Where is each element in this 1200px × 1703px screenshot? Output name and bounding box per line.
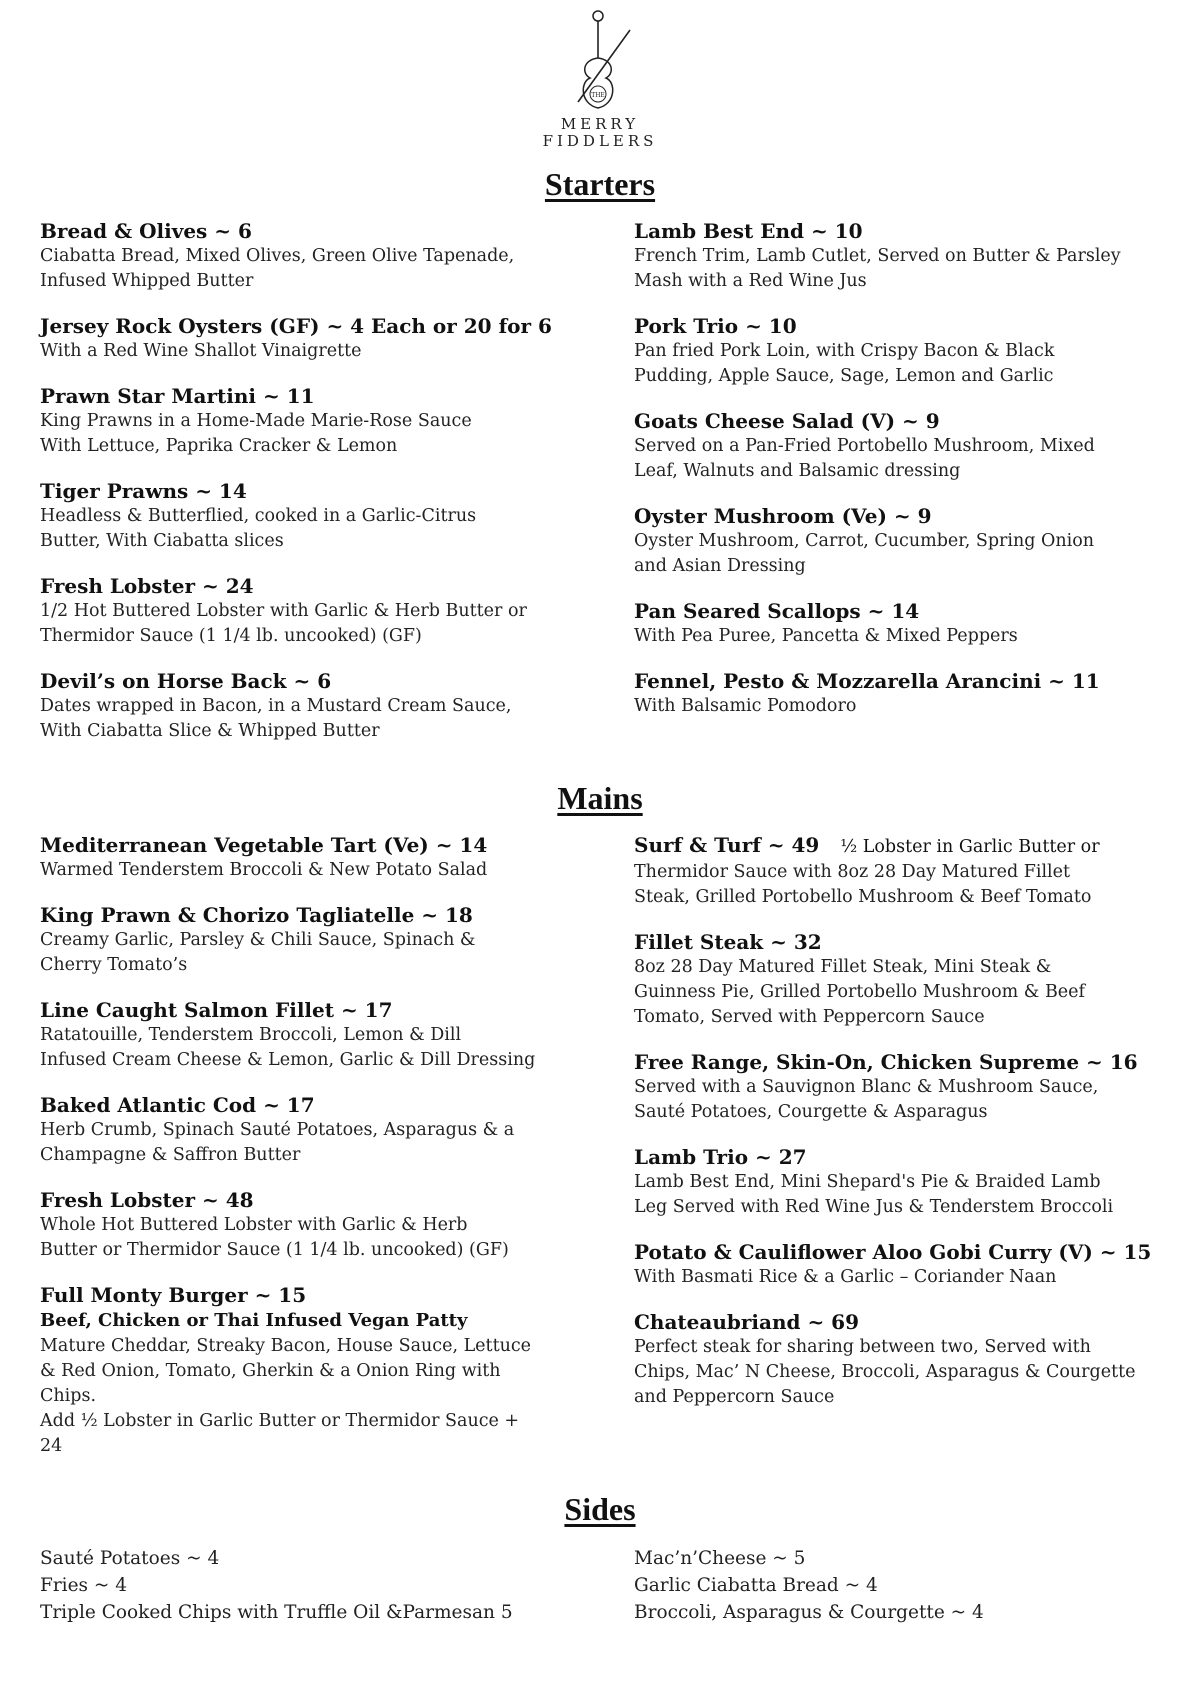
item-name: Full Monty Burger ~ 15 <box>40 1283 307 1307</box>
item-desc-line: Sauté Potatoes, Courgette & Asparagus <box>634 1102 988 1122</box>
starters-right-column <box>634 218 1174 738</box>
side-item: Fries ~ 4 <box>40 1575 128 1596</box>
menu-item <box>634 408 1174 484</box>
item-desc-line: Served on a Pan-Fried Portobello Mushroom, Mixed <box>634 436 1095 456</box>
item-desc-line: Perfect steak for sharing between two, Served with <box>634 1337 1091 1357</box>
menu-item <box>634 313 1174 389</box>
item-desc-line: Add ½ Lobster in Garlic Butter or Thermidor Sauce + <box>40 1411 520 1431</box>
item-name: King Prawn & Chorizo Tagliatelle ~ 18 <box>40 903 473 927</box>
menu-item <box>40 668 580 744</box>
item-desc-line: French Trim, Lamb Cutlet, Served on Butter & Parsley <box>634 246 1121 266</box>
item-desc-line: Chips. <box>40 1386 97 1406</box>
logo-line1: MERRY <box>560 115 640 133</box>
fiddle-icon <box>560 8 640 116</box>
item-inline-desc: ½ Lobster in Garlic Butter or <box>840 837 1100 857</box>
item-name: Fresh Lobster ~ 24 <box>40 574 254 598</box>
item-name: Lamb Trio ~ 27 <box>634 1145 807 1169</box>
side-item: Triple Cooked Chips with Truffle Oil &Parmesan 5 <box>40 1602 513 1623</box>
item-desc-line: With Balsamic Pomodoro <box>634 696 857 716</box>
item-name: Fillet Steak ~ 32 <box>634 930 822 954</box>
item-name: Jersey Rock Oysters (GF) ~ 4 Each or 20 for 6 <box>40 314 552 338</box>
item-desc-line: Infused Whipped Butter <box>40 271 254 291</box>
item-desc-line: King Prawns in a Home-Made Marie-Rose Sauce <box>40 411 472 431</box>
logo-line2: FIDDLERS <box>542 132 658 150</box>
mains-heading: Mains <box>557 780 643 816</box>
item-desc-line: Chips, Mac’ N Cheese, Broccoli, Asparagus & Courgette <box>634 1362 1136 1382</box>
starters-left-column <box>40 218 580 763</box>
menu-item <box>40 218 580 294</box>
side-item: Sauté Potatoes ~ 4 <box>40 1548 220 1569</box>
item-desc-line: Oyster Mushroom, Carrot, Cucumber, Spring Onion <box>634 531 1095 551</box>
item-name: Pork Trio ~ 10 <box>634 314 797 338</box>
menu-item <box>40 902 580 978</box>
menu-item <box>634 668 1174 719</box>
item-desc-line: and Peppercorn Sauce <box>634 1387 835 1407</box>
item-desc-line: Ratatouille, Tenderstem Broccoli, Lemon & Dill <box>40 1025 462 1045</box>
menu-item <box>634 1144 1174 1220</box>
item-desc-line: With Pea Puree, Pancetta & Mixed Peppers <box>634 626 1018 646</box>
item-desc-line: With a Red Wine Shallot Vinaigrette <box>40 341 362 361</box>
item-name: Line Caught Salmon Fillet ~ 17 <box>40 998 393 1022</box>
item-desc-line: Infused Cream Cheese & Lemon, Garlic & Dill Dressing <box>40 1050 536 1070</box>
item-desc-line: Pudding, Apple Sauce, Sage, Lemon and Garlic <box>634 366 1054 386</box>
item-desc-line: Leaf, Walnuts and Balsamic dressing <box>634 461 961 481</box>
item-name: Tiger Prawns ~ 14 <box>40 479 247 503</box>
item-desc-line: Lamb Best End, Mini Shepard's Pie & Braided Lamb <box>634 1172 1101 1192</box>
sides-left-column <box>40 1545 580 1626</box>
merry-fiddlers-logo <box>540 8 660 150</box>
side-item: Broccoli, Asparagus & Courgette ~ 4 <box>634 1602 984 1623</box>
item-desc-line: Cherry Tomato’s <box>40 955 188 975</box>
starters-heading: Starters <box>544 166 656 202</box>
sides-right-column <box>634 1545 1174 1626</box>
item-name: Pan Seared Scallops ~ 14 <box>634 599 920 623</box>
item-desc-line: Butter, With Ciabatta slices <box>40 531 284 551</box>
side-item: Garlic Ciabatta Bread ~ 4 <box>634 1575 878 1596</box>
item-desc-line: and Asian Dressing <box>634 556 806 576</box>
item-name: Devil’s on Horse Back ~ 6 <box>40 669 332 693</box>
item-name-row <box>634 832 1174 860</box>
menu-item <box>40 383 580 459</box>
menu-item <box>40 832 580 883</box>
item-name: Oyster Mushroom (Ve) ~ 9 <box>634 504 932 528</box>
item-name: Free Range, Skin-On, Chicken Supreme ~ 16 <box>634 1050 1138 1074</box>
menu-item <box>40 1092 580 1168</box>
item-desc-line: & Red Onion, Tomato, Gherkin & a Onion Ring with <box>40 1361 501 1381</box>
item-name: Surf & Turf ~ 49 <box>634 833 820 857</box>
menu-item <box>634 218 1174 294</box>
menu-item <box>634 832 1174 910</box>
menu-item <box>634 929 1174 1030</box>
item-name: Potato & Cauliflower Aloo Gobi Curry (V) ~ 15 <box>634 1240 1152 1264</box>
item-desc-line: Creamy Garlic, Parsley & Chili Sauce, Spinach & <box>40 930 476 950</box>
menu-item <box>634 1309 1174 1410</box>
item-desc-line: Steak, Grilled Portobello Mushroom & Beef Tomato <box>634 887 1092 907</box>
mains-right-column <box>634 832 1174 1429</box>
menu-item <box>40 1282 580 1459</box>
item-desc-line: Ciabatta Bread, Mixed Olives, Green Olive Tapenade, <box>40 246 515 266</box>
item-name: Mediterranean Vegetable Tart (Ve) ~ 14 <box>40 833 488 857</box>
item-name: Chateaubriand ~ 69 <box>634 1310 859 1334</box>
item-desc-line: Headless & Butterflied, cooked in a Garlic-Citrus <box>40 506 477 526</box>
item-desc-line: Served with a Sauvignon Blanc & Mushroom Sauce, <box>634 1077 1099 1097</box>
item-desc-line: Whole Hot Buttered Lobster with Garlic & Herb <box>40 1215 468 1235</box>
item-desc-line: Leg Served with Red Wine Jus & Tenderstem Broccoli <box>634 1197 1114 1217</box>
item-desc-line: Pan fried Pork Loin, with Crispy Bacon & Black <box>634 341 1055 361</box>
item-desc-line: Guinness Pie, Grilled Portobello Mushroom & Beef <box>634 982 1085 1002</box>
item-name: Fresh Lobster ~ 48 <box>40 1188 254 1212</box>
item-desc-line: Thermidor Sauce with 8oz 28 Day Matured Fillet <box>634 862 1071 882</box>
menu-item <box>634 1239 1174 1290</box>
item-desc-line: Thermidor Sauce (1 1/4 lb. uncooked) (GF) <box>40 626 422 646</box>
item-name: Prawn Star Martini ~ 11 <box>40 384 315 408</box>
item-desc-line: Tomato, Served with Peppercorn Sauce <box>634 1007 985 1027</box>
item-name: Fennel, Pesto & Mozzarella Arancini ~ 11 <box>634 669 1100 693</box>
item-desc-line: Champagne & Saffron Butter <box>40 1145 301 1165</box>
item-desc-line: Herb Crumb, Spinach Sauté Potatoes, Asparagus & a <box>40 1120 515 1140</box>
menu-item <box>634 503 1174 579</box>
menu-item <box>40 1187 580 1263</box>
menu-item <box>634 1049 1174 1125</box>
item-desc-line: Dates wrapped in Bacon, in a Mustard Cream Sauce, <box>40 696 512 716</box>
item-subtitle: Beef, Chicken or Thai Infused Vegan Patty <box>40 1310 468 1331</box>
side-item: Mac’n’Cheese ~ 5 <box>634 1548 806 1569</box>
item-name: Bread & Olives ~ 6 <box>40 219 252 243</box>
logo-small-text: THE <box>591 92 605 99</box>
item-name: Lamb Best End ~ 10 <box>634 219 863 243</box>
item-name: Goats Cheese Salad (V) ~ 9 <box>634 409 940 433</box>
item-name: Baked Atlantic Cod ~ 17 <box>40 1093 315 1117</box>
item-desc-line: With Basmati Rice & a Garlic – Coriander Naan <box>634 1267 1057 1287</box>
item-desc-line: With Ciabatta Slice & Whipped Butter <box>40 721 380 741</box>
menu-item <box>40 573 580 649</box>
item-desc-line: Butter or Thermidor Sauce (1 1/4 lb. uncooked) (GF) <box>40 1240 509 1260</box>
menu-item <box>40 313 580 364</box>
item-desc-line: 8oz 28 Day Matured Fillet Steak, Mini Steak & <box>634 957 1052 977</box>
menu-item <box>40 478 580 554</box>
mains-left-column <box>40 832 580 1478</box>
item-desc-line: 24 <box>40 1436 63 1456</box>
sides-heading: Sides <box>564 1491 636 1527</box>
item-desc-line: With Lettuce, Paprika Cracker & Lemon <box>40 436 398 456</box>
menu-item <box>634 598 1174 649</box>
item-desc-line: 1/2 Hot Buttered Lobster with Garlic & Herb Butter or <box>40 601 527 621</box>
item-desc-line: Mash with a Red Wine Jus <box>634 271 867 291</box>
menu-item <box>40 997 580 1073</box>
item-desc-line: Warmed Tenderstem Broccoli & New Potato Salad <box>40 860 488 880</box>
item-desc-line: Mature Cheddar, Streaky Bacon, House Sauce, Lettuce <box>40 1336 532 1356</box>
